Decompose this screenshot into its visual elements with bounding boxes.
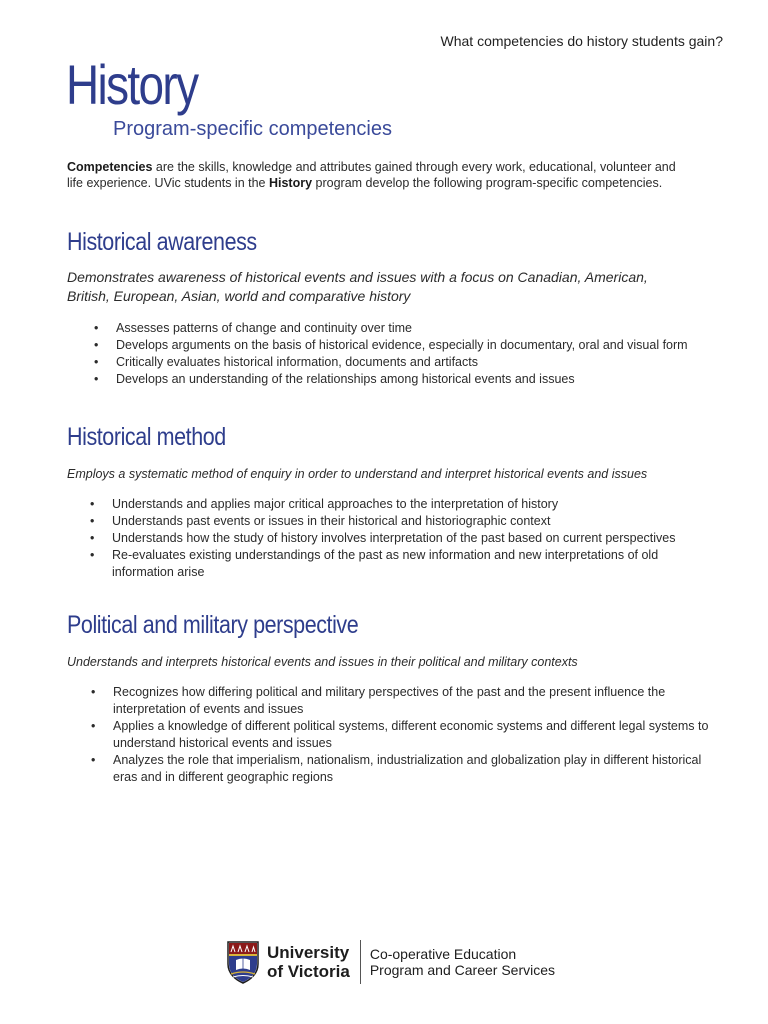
page-question: What competencies do history students gain?	[440, 33, 723, 49]
section-description: Employs a systematic method of enquiry in order to understand and interpret historical events and issues	[67, 467, 648, 481]
list-item-text: Understands and applies major critical approaches to the interpretation of history	[112, 497, 559, 511]
list-item-text: Analyzes the role that imperialism, nationalism, industrialization and globalization play in different historical eras and in different geographic regions	[113, 753, 702, 784]
section-description: Understands and interprets historical events and issues in their political and military contexts	[67, 655, 578, 669]
competency-list	[91, 684, 713, 786]
section-historical-awareness	[67, 228, 707, 388]
list-item	[90, 547, 702, 581]
footer-divider	[360, 940, 361, 984]
university-crest-icon	[226, 940, 260, 984]
list-item	[94, 371, 696, 388]
page-title: History	[66, 53, 198, 116]
intro-term: Competencies	[67, 160, 153, 174]
list-item	[90, 496, 702, 513]
list-item-text: Understands past events or issues in their historical and historiographic context	[112, 514, 551, 528]
intro-paragraph	[67, 159, 687, 191]
list-item-text: Critically evaluates historical information, documents and artifacts	[116, 355, 478, 369]
list-item-text: Assesses patterns of change and continuity over time	[116, 321, 412, 335]
section-description: Demonstrates awareness of historical events and issues with a focus on Canadian, American, British, European, Asian, world and comparative history	[67, 269, 648, 304]
coop-line-1: Co-operative Education	[369, 946, 517, 962]
section-title: Historical awareness	[67, 228, 257, 256]
bullet: •	[90, 531, 95, 545]
bullet: •	[94, 321, 99, 335]
bullet: •	[94, 372, 99, 386]
intro-program: History	[268, 176, 313, 190]
list-item	[90, 530, 702, 547]
list-item-text: Develops an understanding of the relationships among historical events and issues	[116, 372, 575, 386]
bullet: •	[91, 753, 96, 767]
section-historical-method	[67, 423, 707, 581]
list-item-text: Understands how the study of history involves interpretation of the past based on current perspectives	[112, 531, 676, 545]
list-item	[91, 752, 713, 786]
list-item-text: Re-evaluates existing understandings of the past as new information and new interpretations of old information arise	[112, 548, 659, 579]
footer-logo	[226, 938, 555, 986]
competency-list	[90, 496, 702, 581]
list-item	[91, 684, 713, 718]
bullet: •	[90, 497, 95, 511]
list-item	[90, 513, 702, 530]
list-item-text: Recognizes how differing political and military perspectives of the past and the present influence the interpretation of events and issues	[113, 685, 666, 716]
page-subtitle: Program-specific competencies	[113, 118, 392, 140]
section-title: Political and military perspective	[67, 611, 359, 639]
list-item	[91, 718, 713, 752]
list-item-text: Applies a knowledge of different political systems, different economic systems and different legal systems to understand historical events and issues	[113, 719, 709, 750]
coop-department	[370, 946, 555, 978]
bullet: •	[91, 719, 96, 733]
list-item	[94, 320, 696, 337]
list-item	[94, 354, 696, 371]
section-political-military-perspective	[67, 611, 707, 786]
bullet: •	[91, 685, 96, 699]
coop-line-2: Program and Career Services	[369, 962, 556, 978]
university-name	[267, 943, 350, 981]
competency-list	[94, 320, 696, 388]
bullet: •	[90, 548, 95, 562]
university-name-line-2: of Victoria	[267, 962, 350, 981]
university-name-line-1: University	[267, 943, 350, 962]
intro-text-2: program develop the following program-specific competencies.	[312, 176, 663, 190]
section-title: Historical method	[67, 423, 226, 451]
bullet: •	[94, 355, 99, 369]
list-item	[94, 337, 696, 354]
bullet: •	[94, 338, 99, 352]
list-item-text: Develops arguments on the basis of historical evidence, especially in documentary, oral and visual form	[116, 338, 688, 352]
bullet: •	[90, 514, 95, 528]
intro-text-1: are the skills, knowledge and attributes gained through every work, educational, volunteer and life experience. UVic students in the	[67, 160, 676, 190]
